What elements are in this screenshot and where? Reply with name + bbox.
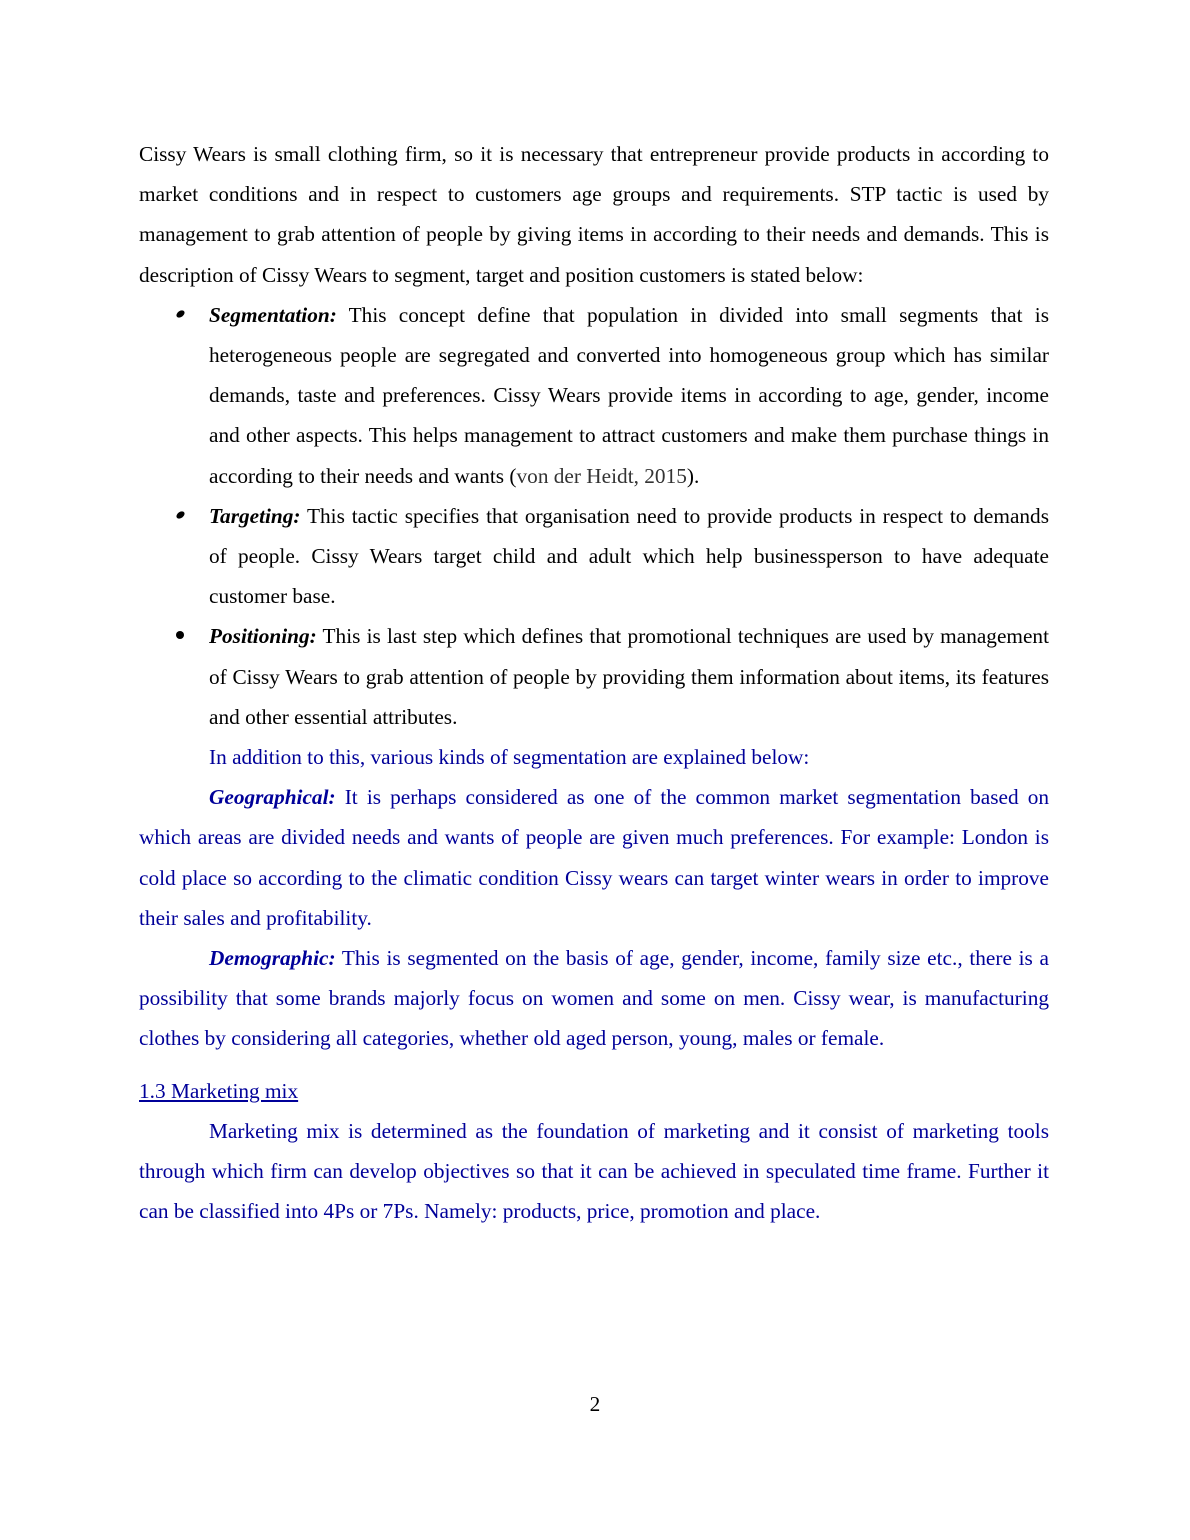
bullet-closing: ). bbox=[686, 463, 700, 488]
bullet-icon bbox=[175, 309, 186, 319]
document-page bbox=[139, 134, 1049, 1231]
bullet-icon bbox=[176, 631, 184, 639]
demographic-paragraph bbox=[139, 938, 1049, 1059]
bullet-term: Positioning: bbox=[209, 624, 317, 649]
intro-paragraph: Cissy Wears is small clothing firm, so it is necessary that entrepreneur provide products in according to market conditions and in respect to customers age groups and requirements. STP tactic is used by management to grab attention of people by giving items in according to their needs and demands. This is description of Cissy Wears to segment, target and position customers is stated below: bbox=[139, 142, 1049, 287]
bullet-text: This tactic specifies that organisation need to provide products in respect to demands of people. Cissy Wears target child and adult which help businessperson to have adequate customer base. bbox=[209, 503, 1049, 609]
segmentation-intro: In addition to this, various kinds of segmentation are explained below: bbox=[209, 745, 810, 770]
geographical-text: It is perhaps considered as one of the common market segmentation based on which areas are divided needs and wants of people are given much preferences. For example: London is cold place so according to the climatic condition Cissy wears can target winter wears in order to improve their sales and profitability. bbox=[139, 785, 1049, 930]
stp-bullet-list bbox=[139, 295, 1049, 737]
marketing-mix-paragraph: Marketing mix is determined as the foundation of marketing and it consist of marketing tools through which firm can develop objectives so that it can be achieved in speculated time frame. Further it can be classified into 4Ps or 7Ps. Namely: products, price, promotion and place. bbox=[139, 1118, 1049, 1224]
bullet-targeting bbox=[139, 496, 1049, 617]
geographical-paragraph bbox=[139, 777, 1049, 938]
bullet-text: This concept define that population in divided into small segments that is heterogeneous people are segregated and converted into homogeneous group which has similar demands, taste and preferences. Cissy Wears provide items in according to age, gender, income and other aspects. This helps management to attract customers and make them purchase things in according to their needs and wants ( bbox=[209, 302, 1049, 488]
demographic-term: Demographic: bbox=[209, 946, 336, 971]
bullet-icon bbox=[175, 510, 186, 520]
citation: von der Heidt, 2015 bbox=[516, 463, 687, 488]
section-heading: 1.3 Marketing mix bbox=[139, 1078, 299, 1103]
geographical-term: Geographical: bbox=[209, 785, 336, 810]
page-number: 2 bbox=[589, 1392, 601, 1416]
demographic-text: This is segmented on the basis of age, gender, income, family size etc., there is a possibility that some brands majorly focus on women and some on men. Cissy wear, is manufacturing clothes by considering all categories, whether old aged person, young, males or female. bbox=[139, 946, 1049, 1051]
bullet-term: Segmentation: bbox=[209, 302, 337, 327]
bullet-term: Targeting: bbox=[209, 503, 301, 528]
bullet-segmentation bbox=[139, 295, 1049, 496]
bullet-text: This is last step which defines that promotional techniques are used by management of Cissy Wears to grab attention of people by providing them information about items, its features and other essential attributes. bbox=[209, 624, 1049, 729]
bullet-positioning bbox=[139, 616, 1049, 737]
